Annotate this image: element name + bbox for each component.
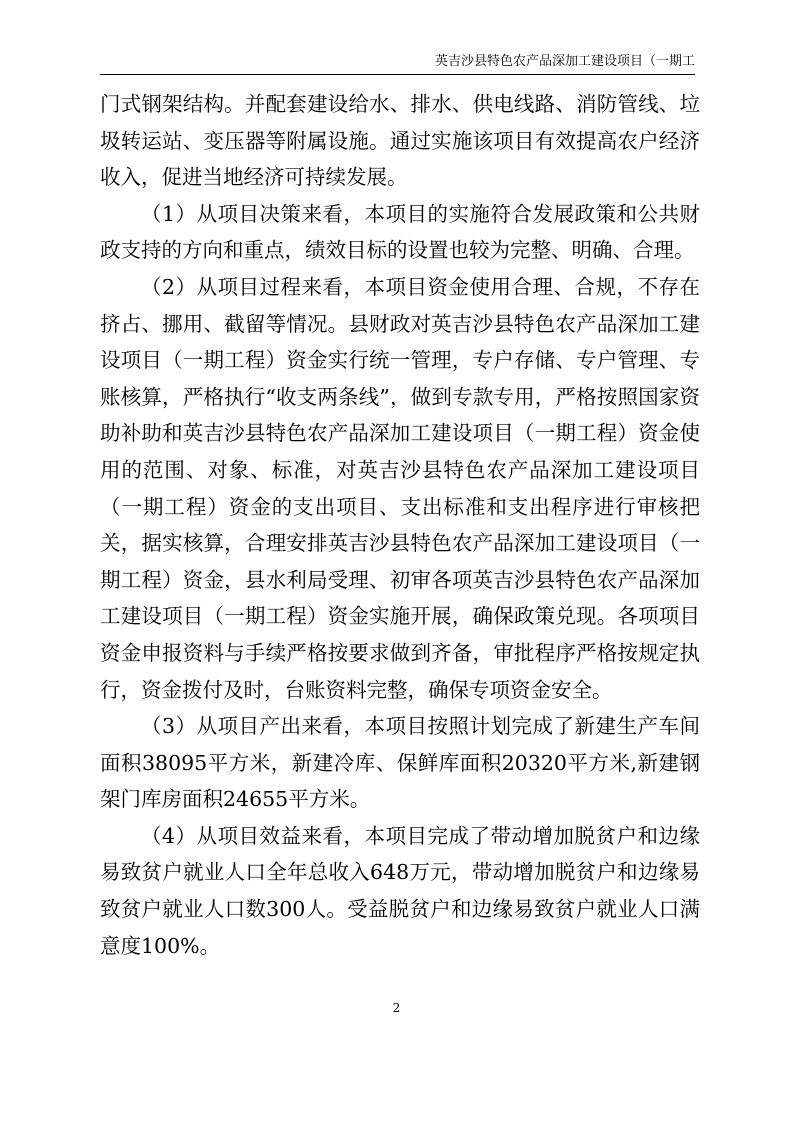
paragraph-output: （3）从项目产出来看，本项目按照计划完成了新建生产车间面积38095平方米，新建冷库、保鲜库面积20320平方米,新建钢架门库房面积24655平方米。 [100, 714, 700, 812]
paragraph-benefit: （4）从项目效益来看，本项目完成了带动增加脱贫户和边缘易致贫户就业人口全年总收入648万元，带动增加脱贫户和边缘易致贫户就业人口数300人。受益脱贫户和边缘易致贫户就业人口满意度100%。 [100, 823, 700, 958]
document-body [100, 86, 700, 964]
header-title: 英吉沙县特色农产品深加工建设项目（一期工 [434, 54, 695, 69]
page-number: 2 [392, 1001, 401, 1015]
paragraph-decision: （1）从项目决策来看，本项目的实施符合发展政策和公共财政支持的方向和重点，绩效目标的设置也较为完整、明确、合理。 [100, 201, 700, 263]
paragraph-process: （2）从项目过程来看，本项目资金使用合理、合规，不存在挤占、挪用、截留等情况。县财政对英吉沙县特色农产品深加工建设项目（一期工程）资金实行统一管理，专户存储、专户管理、专账核算，严格执行“收支两条线”，做到专款专用，严格按照国家资助补助和英吉沙县特色农产品深加工建设项目（一期工程）资金使用的范围、对象、标准，对英吉沙县特色农产品深加工建设项目（一期工程）资金的支出项目、支出标准和支出程序进行审核把关，据实核算，合理安排英吉沙县特色农产品深加工建设项目（一期工程）资金，县水利局受理、初审各项英吉沙县特色农产品深加工建设项目（一期工程）资金实施开展，确保政策兑现。各项项目资金申报资料与手续严格按要求做到齐备，审批程序严格按规定执行，资金拨付及时，台账资料完整，确保专项资金安全。 [100, 274, 700, 702]
running-header [100, 52, 695, 75]
paragraph-continuation: 门式钢架结构。并配套建设给水、排水、供电线路、消防管线、垃圾转运站、变压器等附属设施。通过实施该项目有效提高农户经济收入，促进当地经济可持续发展。 [100, 92, 700, 190]
